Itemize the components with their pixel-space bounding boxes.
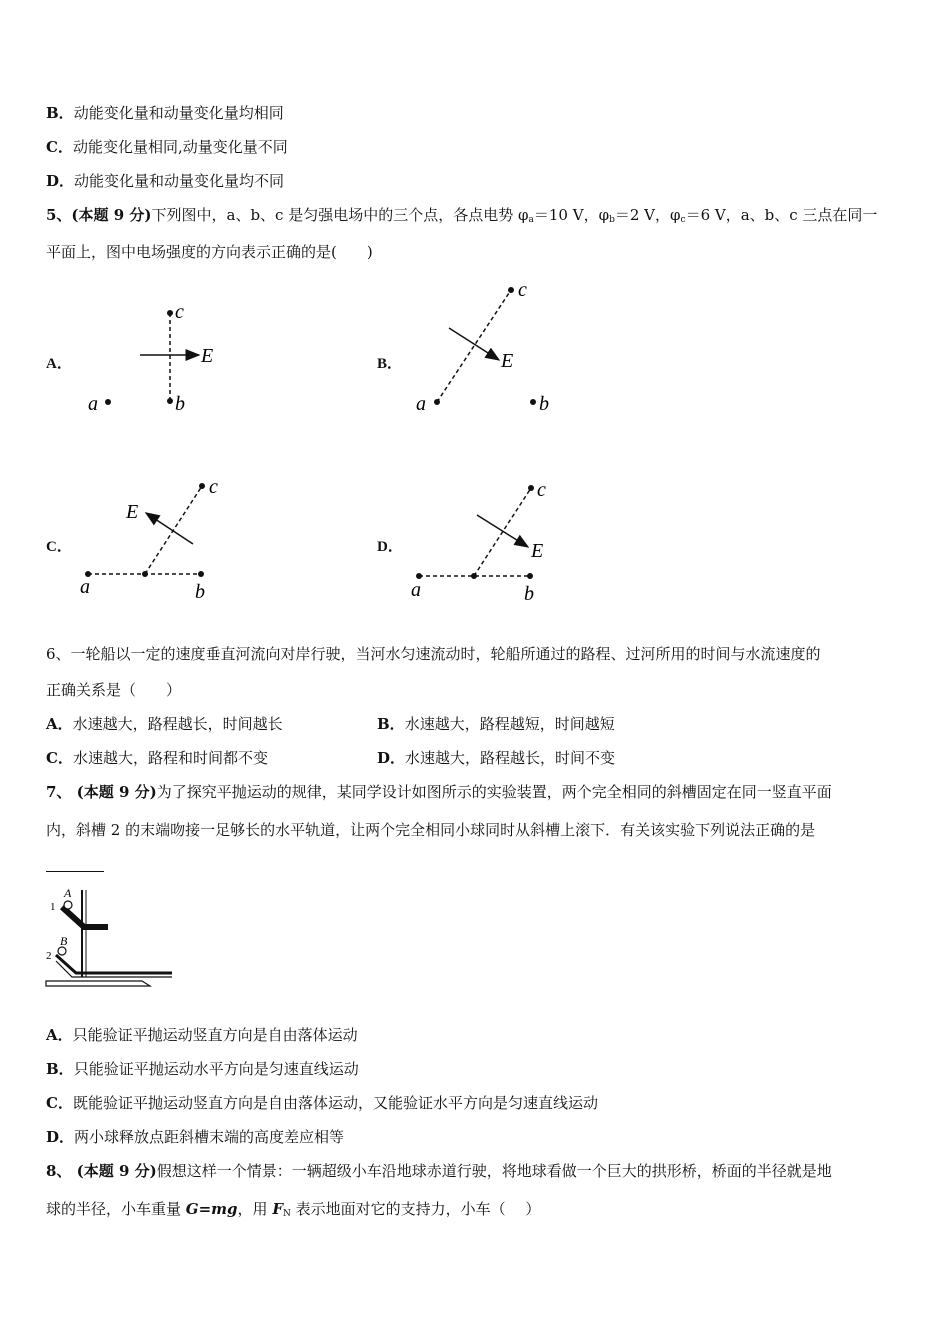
subscript: N: [282, 1209, 291, 1219]
q6-stem-line1: [46, 644, 821, 664]
option-label: B．: [46, 1060, 74, 1078]
chute-2: [56, 955, 172, 973]
q8-stem-line2: [46, 1199, 540, 1224]
q7-stem-line1: [46, 782, 832, 802]
question-prefix: 8、 (本题 9 分): [46, 1162, 157, 1180]
option-text: 动能变化量相同,动量变化量不同: [72, 138, 288, 156]
stem-text: 下列图中，a、b、c 是匀强电场中的三个点，各点电势 φ: [151, 206, 529, 224]
stem-text: ，用: [237, 1200, 273, 1218]
q7-stem-line2: [46, 820, 815, 840]
base: [46, 981, 150, 986]
option-text: 两小球释放点距斜槽末端的高度差应相等: [74, 1128, 345, 1146]
label-b: b: [195, 581, 205, 603]
stem-text: 为了探究平抛运动的规律，某同学设计如图所示的实验装置，两个完全相同的斜槽固定在同一竖直平面: [156, 783, 832, 801]
q6-option-a: [46, 714, 283, 734]
label-c: c: [518, 279, 527, 301]
stem-text: ＝10 V，φ: [533, 206, 610, 224]
figure-a: [88, 301, 213, 415]
option-text: 水速越大，路程越长，时间越长: [72, 715, 283, 733]
question-prefix: 5、(本题 9 分): [46, 206, 152, 224]
q5-option-b-label: B．: [377, 356, 403, 372]
label-a: a: [416, 393, 426, 415]
q8-stem-line1: [46, 1161, 832, 1181]
label-b: b: [175, 393, 185, 415]
force-symbol: F: [272, 1200, 283, 1218]
label-b: b: [539, 393, 549, 415]
label-E: E: [126, 501, 139, 523]
label-E: E: [531, 540, 544, 562]
point-b: [198, 571, 204, 577]
stem-text: 球的半径，小车重量: [46, 1200, 186, 1218]
option-label: A．: [46, 1026, 73, 1044]
point-b: [167, 398, 173, 404]
stem-text: ＝6 V，a、b、c 三点在同一: [685, 206, 878, 224]
q5-option-a-label: A．: [46, 356, 72, 372]
figure-d: [411, 479, 546, 605]
label-a: a: [88, 393, 98, 415]
q6-stem-line2: [46, 680, 181, 700]
field-arrow: [449, 328, 499, 360]
q5-option-d-label: D．: [377, 539, 403, 555]
point-c: [528, 485, 534, 491]
field-arrow: [477, 515, 528, 547]
stem-text: 假想这样一个情景：一辆超级小车沿地球赤道行驶，将地球看做一个巨大的拱形桥，桥面的半径就是地: [156, 1162, 832, 1180]
option-text: 水速越大，路程越长，时间不变: [405, 749, 616, 767]
option-label: D．: [46, 172, 75, 190]
point-b: [527, 573, 533, 579]
option-label: D．: [46, 1128, 75, 1146]
q7-option-d: [46, 1127, 344, 1147]
chute-1: [62, 907, 108, 927]
midpoint: [471, 573, 477, 579]
subscript: c: [680, 215, 686, 225]
point-a: [105, 399, 111, 405]
q6-option-d: [377, 748, 615, 768]
label-2: 2: [46, 950, 52, 962]
point-b: [530, 399, 536, 405]
stem-text: ＝2 V，φ: [614, 206, 681, 224]
q7-option-b: [46, 1059, 359, 1079]
midpoint: [142, 571, 148, 577]
label-c: c: [209, 476, 218, 498]
q5-figures: [0, 0, 950, 640]
label-a: a: [411, 579, 421, 601]
label-c: c: [175, 301, 184, 323]
q5-option-c-label: C．: [46, 539, 72, 555]
stem-text: 正确关系是（ ）: [46, 681, 182, 699]
option-label: B．: [377, 715, 405, 733]
option-text: 动能变化量和动量变化量均相同: [73, 104, 284, 122]
label-A: A: [64, 886, 72, 900]
stem-text: 内，斜槽 2 的末端吻接一足够长的水平轨道，让两个完全相同小球同时从斜槽上滚下．有关该实验下列说法正确的是: [46, 821, 816, 839]
option-text: 只能验证平抛运动竖直方向是自由落体运动: [72, 1026, 358, 1044]
point-c: [508, 287, 514, 293]
answer-blank: [46, 871, 104, 872]
option-label: D．: [377, 749, 406, 767]
label-c: c: [537, 479, 546, 501]
q7-option-c: [46, 1093, 598, 1113]
option-label: B．: [46, 104, 74, 122]
q6-option-b: [377, 714, 615, 734]
option-text: 动能变化量和动量变化量均不同: [74, 172, 285, 190]
label-B: B: [60, 934, 68, 948]
label-E: E: [201, 345, 214, 367]
label-a: a: [80, 576, 90, 598]
question-prefix: 7、 (本题 9 分): [46, 783, 157, 801]
stem-text: 6、一轮船以一定的速度垂直河流向对岸行驶，当河水匀速流动时，轮船所通过的路程、过河所用的时间与水流速度的: [46, 645, 821, 663]
option-text: 水速越大，路程越短，时间越短: [404, 715, 615, 733]
point-a: [434, 399, 440, 405]
option-label: C．: [46, 138, 73, 156]
label-1: 1: [50, 901, 56, 913]
option-text: 既能验证平抛运动竖直方向是自由落体运动，又能验证水平方向是匀速直线运动: [72, 1094, 598, 1112]
point-c: [167, 310, 173, 316]
ball-b: [58, 947, 66, 955]
option-label: C．: [46, 1094, 73, 1112]
ball-a: [64, 901, 72, 909]
field-arrow: [146, 513, 193, 544]
stem-text: 平面上，图中电场强度的方向表示正确的是( ): [46, 243, 373, 261]
subscript: b: [609, 215, 615, 225]
label-E: E: [501, 350, 514, 372]
q7-option-a: [46, 1025, 358, 1045]
formula: G=mg: [185, 1200, 238, 1218]
subscript: a: [528, 215, 534, 225]
option-label: A．: [46, 715, 73, 733]
point-c: [199, 483, 205, 489]
option-text: 水速越大，路程和时间都不变: [72, 749, 268, 767]
stem-text: 表示地面对它的支持力，小车（ ）: [290, 1200, 541, 1218]
q7-apparatus-figure: [42, 885, 182, 995]
q6-option-c: [46, 748, 268, 768]
label-b: b: [524, 583, 534, 605]
option-label: C．: [46, 749, 73, 767]
figure-b: [416, 279, 549, 415]
option-text: 只能验证平抛运动水平方向是匀速直线运动: [73, 1060, 359, 1078]
figure-c: [80, 476, 218, 603]
